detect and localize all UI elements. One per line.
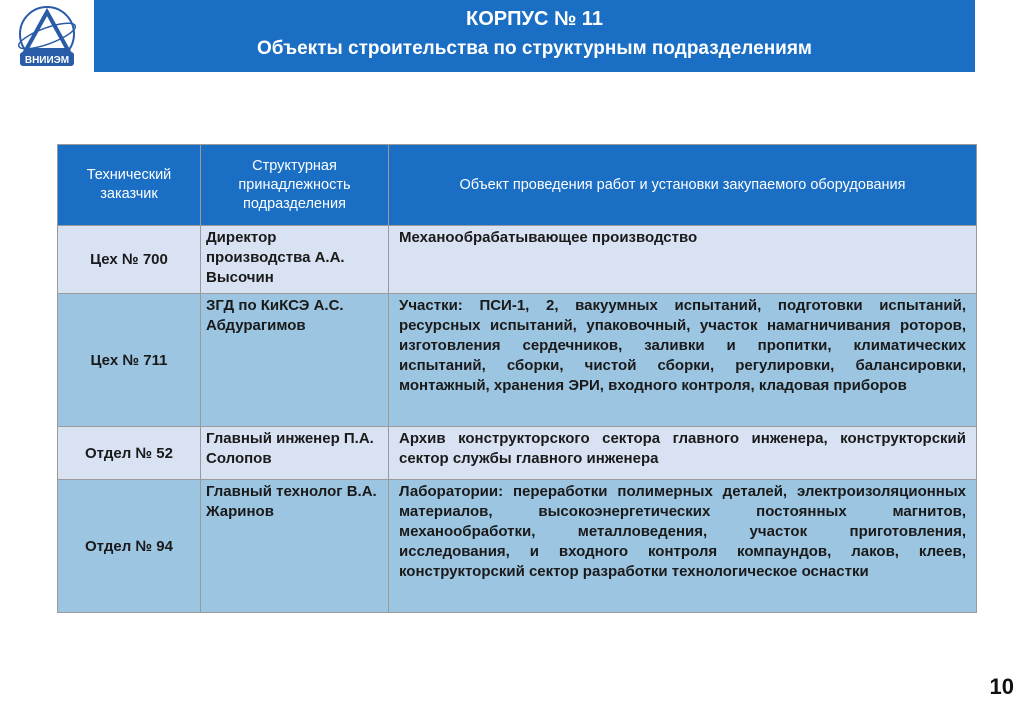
header-bar [94,0,975,72]
customer-cell: Отдел № 94 [58,480,201,613]
object-cell: Лаборатории: переработки полимерных деталей, электроизоляционных материалов, высокоэнергетических постоянных магнитов, механообработки, металловедения, участок приготовления, исследования, и входного контроля компаундов, лаков, клеев, конструкторский сектор разработки технологическое оснастки [389,480,977,613]
objects-table [57,144,977,613]
unit-cell: Главный технолог В.А. Жаринов [201,480,389,613]
page-number: 10 [989,674,1014,699]
logo-text: ВНИИЭМ [24,55,70,66]
object-cell: Механообрабатывающее производство [389,226,977,294]
customer-cell: Цех № 711 [58,294,201,427]
unit-cell: ЗГД по КиКСЭ А.С. Абдурагимов [201,294,389,427]
vniiem-logo-icon [6,4,88,70]
page-subtitle: Объекты строительства по структурным подразделениям [257,38,812,59]
table-row [58,294,977,427]
column-header: Объект проведения работ и установки закупаемого оборудования [389,145,977,226]
unit-cell: Директор производства А.А. Высочин [201,226,389,294]
table-header-row [58,145,977,226]
object-cell: Участки: ПСИ-1, 2, вакуумных испытаний, подготовки испытаний, ресурсных испытаний, упаковочный, участок намагничивания роторов, изготовления сердечников, заливки и пропитки, климатических испытаний, сборки, чистой сборки, регулировки, балансировки, монтажный, хранения ЭРИ, входного контроля, кладовая приборов [389,294,977,427]
object-cell: Архив конструкторского сектора главного инженера, конструкторский сектор службы главного инженера [389,427,977,480]
table-row [58,480,977,613]
page-title: КОРПУС № 11 [466,8,603,30]
customer-cell: Отдел № 52 [58,427,201,480]
column-header: Технический заказчик [58,145,201,226]
unit-cell: Главный инженер П.А. Солопов [201,427,389,480]
column-header: Структурная принадлежность подразделения [201,145,389,226]
table-row [58,427,977,480]
table-row [58,226,977,294]
customer-cell: Цех № 700 [58,226,201,294]
